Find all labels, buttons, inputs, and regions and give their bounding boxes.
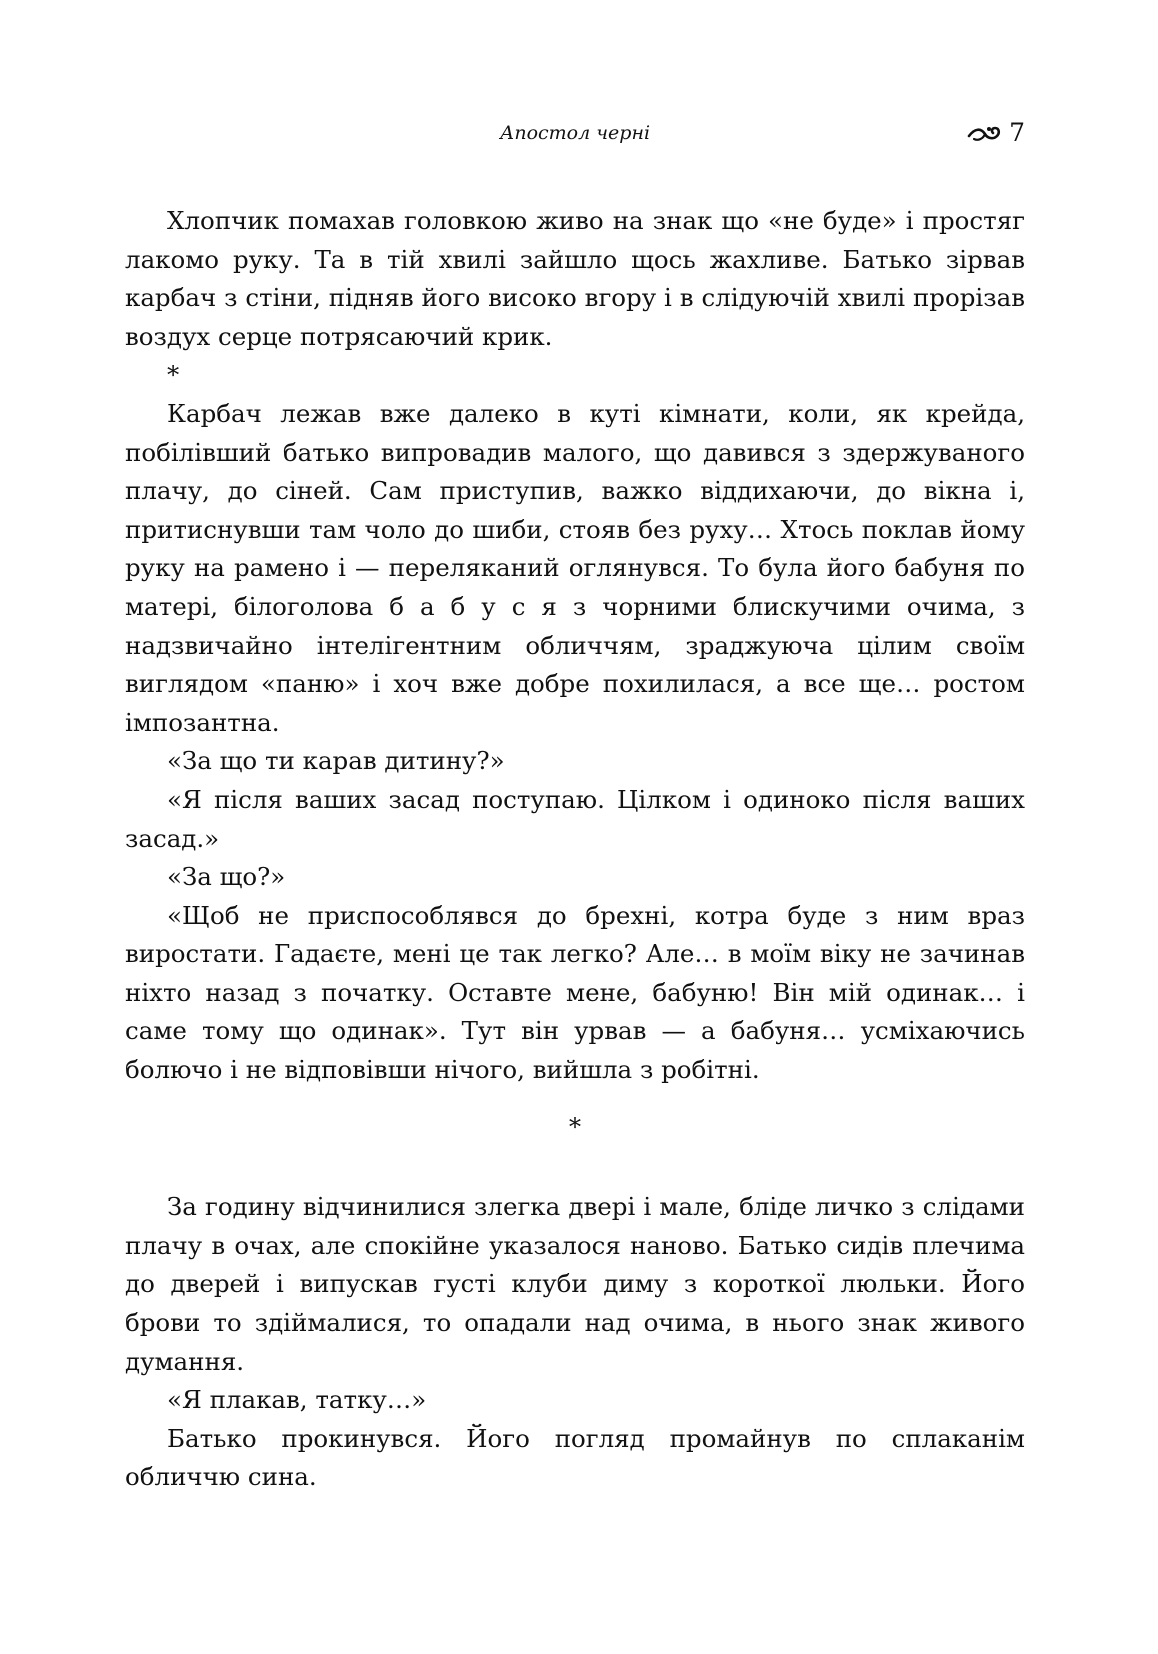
body-text	[125, 202, 1025, 1497]
page-number: 7	[1009, 118, 1025, 147]
running-head	[125, 113, 1025, 153]
fleuron-icon	[967, 122, 1003, 144]
section-separator: *	[167, 360, 180, 390]
dialogue-line: «За що?»	[167, 862, 286, 892]
dialogue-line: «Я після ваших засад поступаю. Цілком і одиноко після ваших засад.»	[125, 784, 1025, 853]
dialogue-line: «Я плакав, татку…»	[167, 1385, 427, 1415]
paragraph: Карбач лежав вже далеко в куті кімнати, коли, як крейда, побілівший батько випровадив малого, що давився з здержуваного плачу, до сіней. Сам приступив, важко віддихаючи, до вікна і, притиснувши там чоло до шиби, стояв без руху… Хтось поклав йому руку на рамено і — переляканий оглянувся. То була його бабуня по матері, білоголова б а б у с я з чорними блискучими очима, з надзвичайно інтелігентним обличчям, зраджуюча цілим своїм виглядом «паню» і хоч вже добре похилилася, а все ще… ростом імпозантна.	[125, 398, 1025, 737]
dialogue-line: «Щоб не приспособлявся до брехні, котра буде з ним враз виростати. Гадаєте, мені це так легко? Але… в моїм віку не зачинав ніхто назад з початку. Оставте мене, бабуню! Він мій одинак… і саме тому що одинак». Тут він урвав — а бабуня… усміхаючись болючо і не відповівши нічого, вийшла з робітні.	[125, 900, 1025, 1085]
page-number-block	[967, 113, 1025, 153]
paragraph: За годину відчинилися злегка двері і мале, бліде личко з слідами плачу в очах, але спокійне указалося наново. Батько сидів плечима до дверей і випускав густі клуби диму з короткої люльки. Його брови то здіймалися, то опадали над очима, в нього знак живого думання.	[125, 1192, 1025, 1376]
section-separator: *	[568, 1111, 582, 1141]
paragraph: Батько прокинувся. Його погляд промайнув по сплаканім обличчю сина.	[125, 1423, 1025, 1492]
dialogue-line: «За що ти карав дитину?»	[167, 746, 505, 776]
running-title: Апостол черні	[499, 122, 651, 144]
paragraph: Хлопчик помахав головкою живо на знак що «не буде» і простяг лакомо руку. Та в тій хвилі зайшло щось жахливе. Батько зірвав карбач з стіни, підняв його високо вгору і в слідуючій хвилі прорізав воздух серце потрясаючий крик.	[125, 206, 1025, 351]
